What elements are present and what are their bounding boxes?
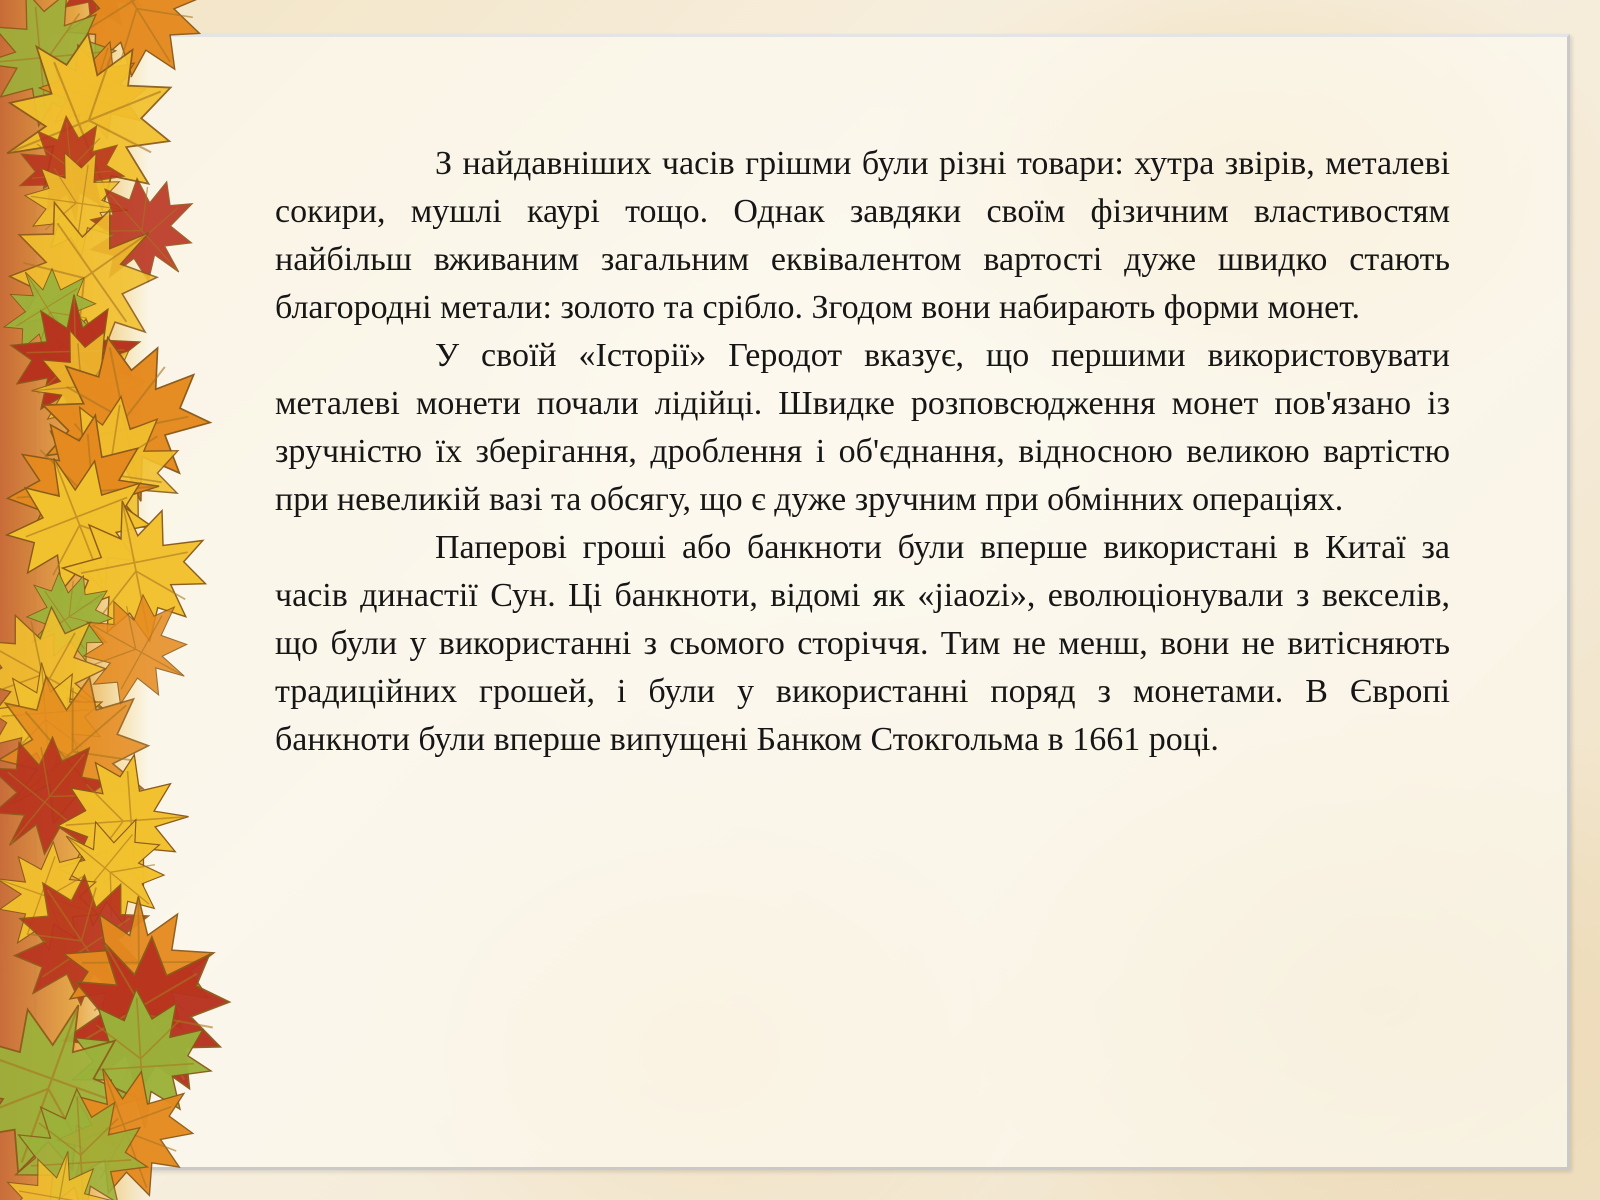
- paragraph-paper-money: Паперові гроші або банкноти були вперше використані в Китаї за часів династії Сун. Ці банкноти, відомі як «jiaozi», еволюціонували з векселів, що були у використанні з сьомого сторіччя. Тим не менш, вони не витісняють традиційних грошей, і були у використанні поряд з монетами. В Європі банкноти були вперше випущені Банком Стокгольма в 1661 році.: [275, 529, 1450, 758]
- paragraph-ancient-money: З найдавніших часів грішми були різні товари: хутра звірів, металеві сокири, мушлі каурі тощо. Однак завдяки своїм фізичним властивостям найбільш вживаним загальним еквівалентом вартості дуже швидко стають благородні метали: золото та срібло. Згодом вони набирають форми монет.: [275, 145, 1450, 326]
- autumn-leaves-border: [0, 0, 240, 1200]
- body-text: [275, 140, 1450, 764]
- paragraph-herodotus-coins: У своїй «Історії» Геродот вказує, що першими використовувати металеві монети почали лідійці. Швидке розповсюдження монет пов'язано із зручністю їх зберігання, дроблення і об'єднання, відносною великою вартістю при невеликій вазі та обсягу, що є дуже зручним при обмінних операціях.: [275, 337, 1450, 518]
